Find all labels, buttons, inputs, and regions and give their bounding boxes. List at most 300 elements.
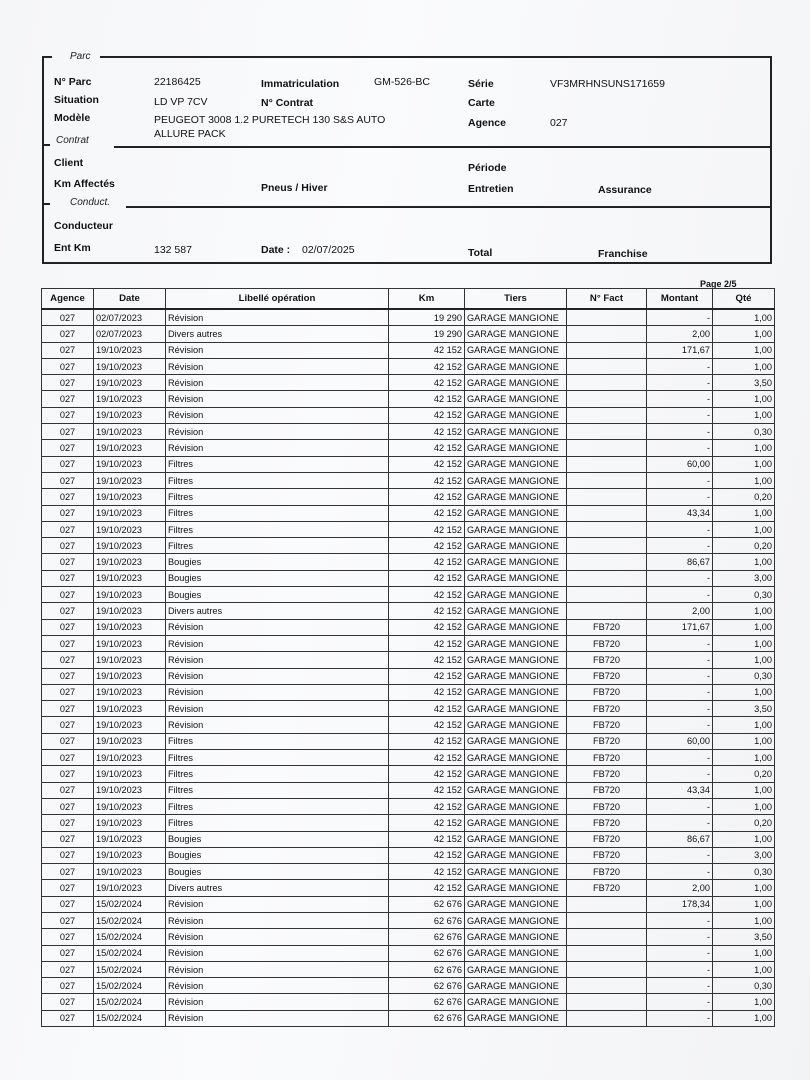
cell-libelle: Révision <box>166 309 389 326</box>
cell-date: 02/07/2023 <box>94 309 166 326</box>
cell-qte: 1,00 <box>713 880 775 896</box>
operations-table-body <box>42 309 775 1027</box>
cell-no-fact <box>567 407 647 423</box>
modele-value-line2: ALLURE PACK <box>154 128 226 140</box>
cell-tiers: GARAGE MANGIONE <box>465 554 567 570</box>
table-row <box>42 961 775 977</box>
cell-libelle: Révision <box>166 929 389 945</box>
col-header-qte: Qté <box>713 289 775 310</box>
cell-montant: - <box>647 489 713 505</box>
cell-no-fact <box>567 472 647 488</box>
table-row <box>42 570 775 586</box>
cell-date: 19/10/2023 <box>94 668 166 684</box>
cell-km: 42 152 <box>389 652 465 668</box>
cell-km: 42 152 <box>389 342 465 358</box>
table-row <box>42 342 775 358</box>
cell-qte: 1,00 <box>713 358 775 374</box>
cell-libelle: Bougies <box>166 587 389 603</box>
table-row <box>42 684 775 700</box>
cell-agence: 027 <box>42 798 94 814</box>
cell-date: 02/07/2023 <box>94 326 166 342</box>
cell-libelle: Révision <box>166 668 389 684</box>
cell-no-fact <box>567 326 647 342</box>
cell-tiers: GARAGE MANGIONE <box>465 994 567 1010</box>
table-row <box>42 864 775 880</box>
cell-km: 62 676 <box>389 929 465 945</box>
col-header-agence: Agence <box>42 289 94 310</box>
cell-tiers: GARAGE MANGIONE <box>465 1010 567 1026</box>
cell-tiers: GARAGE MANGIONE <box>465 635 567 651</box>
table-row <box>42 554 775 570</box>
cell-agence: 027 <box>42 407 94 423</box>
col-header-libelle: Libellé opération <box>166 289 389 310</box>
cell-montant: - <box>647 538 713 554</box>
cell-montant: - <box>647 1010 713 1026</box>
agence-value: 027 <box>550 117 568 129</box>
cell-no-fact <box>567 945 647 961</box>
cell-date: 19/10/2023 <box>94 880 166 896</box>
cell-tiers: GARAGE MANGIONE <box>465 407 567 423</box>
cell-tiers: GARAGE MANGIONE <box>465 358 567 374</box>
table-row <box>42 717 775 733</box>
cell-montant: - <box>647 684 713 700</box>
cell-km: 42 152 <box>389 538 465 554</box>
cell-agence: 027 <box>42 440 94 456</box>
cell-agence: 027 <box>42 619 94 635</box>
cell-qte: 0,20 <box>713 815 775 831</box>
col-header-montant: Montant <box>647 289 713 310</box>
cell-tiers: GARAGE MANGIONE <box>465 538 567 554</box>
cell-no-fact <box>567 929 647 945</box>
cell-km: 62 676 <box>389 961 465 977</box>
cell-libelle: Révision <box>166 717 389 733</box>
cell-qte: 1,00 <box>713 635 775 651</box>
pneus-hiver-label: Pneus / Hiver <box>261 182 328 194</box>
cell-tiers: GARAGE MANGIONE <box>465 701 567 717</box>
cell-date: 15/02/2024 <box>94 929 166 945</box>
cell-libelle: Divers autres <box>166 326 389 342</box>
cell-no-fact: FB720 <box>567 668 647 684</box>
cell-qte: 0,30 <box>713 668 775 684</box>
cell-montant: - <box>647 440 713 456</box>
cell-agence: 027 <box>42 815 94 831</box>
table-row <box>42 912 775 928</box>
table-row <box>42 424 775 440</box>
cell-km: 42 152 <box>389 815 465 831</box>
table-row <box>42 505 775 521</box>
cell-tiers: GARAGE MANGIONE <box>465 766 567 782</box>
cell-agence: 027 <box>42 472 94 488</box>
cell-qte: 3,00 <box>713 570 775 586</box>
cell-date: 19/10/2023 <box>94 472 166 488</box>
table-row <box>42 782 775 798</box>
cell-tiers: GARAGE MANGIONE <box>465 978 567 994</box>
cell-montant: 2,00 <box>647 603 713 619</box>
cell-date: 19/10/2023 <box>94 717 166 733</box>
cell-no-fact: FB720 <box>567 798 647 814</box>
cell-qte: 1,00 <box>713 912 775 928</box>
cell-libelle: Filtres <box>166 766 389 782</box>
cell-date: 15/02/2024 <box>94 1010 166 1026</box>
cell-montant: - <box>647 864 713 880</box>
table-row <box>42 929 775 945</box>
cell-qte: 0,20 <box>713 766 775 782</box>
cell-montant: - <box>647 912 713 928</box>
cell-qte: 0,30 <box>713 424 775 440</box>
modele-label: Modèle <box>54 112 91 124</box>
cell-agence: 027 <box>42 945 94 961</box>
table-row <box>42 456 775 472</box>
col-header-tiers: Tiers <box>465 289 567 310</box>
cell-no-fact <box>567 440 647 456</box>
no-parc-label: N° Parc <box>54 76 92 88</box>
cell-qte: 1,00 <box>713 391 775 407</box>
cell-km: 42 152 <box>389 424 465 440</box>
cell-montant: - <box>647 994 713 1010</box>
no-contrat-label: N° Contrat <box>261 97 314 109</box>
cell-agence: 027 <box>42 391 94 407</box>
cell-tiers: GARAGE MANGIONE <box>465 424 567 440</box>
cell-tiers: GARAGE MANGIONE <box>465 847 567 863</box>
cell-agence: 027 <box>42 603 94 619</box>
cell-no-fact <box>567 358 647 374</box>
cell-tiers: GARAGE MANGIONE <box>465 750 567 766</box>
cell-no-fact: FB720 <box>567 652 647 668</box>
cell-tiers: GARAGE MANGIONE <box>465 391 567 407</box>
cell-tiers: GARAGE MANGIONE <box>465 309 567 326</box>
cell-qte: 1,00 <box>713 945 775 961</box>
cell-qte: 1,00 <box>713 684 775 700</box>
cell-date: 19/10/2023 <box>94 782 166 798</box>
cell-agence: 027 <box>42 424 94 440</box>
cell-libelle: Révision <box>166 896 389 912</box>
cell-montant: - <box>647 358 713 374</box>
cell-montant: - <box>647 798 713 814</box>
table-row <box>42 309 775 326</box>
cell-km: 42 152 <box>389 570 465 586</box>
col-header-no-fact: N° Fact <box>567 289 647 310</box>
cell-tiers: GARAGE MANGIONE <box>465 880 567 896</box>
table-row <box>42 521 775 537</box>
cell-tiers: GARAGE MANGIONE <box>465 472 567 488</box>
cell-no-fact <box>567 896 647 912</box>
cell-no-fact <box>567 961 647 977</box>
table-row <box>42 391 775 407</box>
cell-no-fact <box>567 456 647 472</box>
cell-libelle: Révision <box>166 912 389 928</box>
cell-montant: - <box>647 847 713 863</box>
cell-libelle: Révision <box>166 391 389 407</box>
cell-km: 42 152 <box>389 358 465 374</box>
cell-km: 42 152 <box>389 684 465 700</box>
cell-tiers: GARAGE MANGIONE <box>465 684 567 700</box>
cell-tiers: GARAGE MANGIONE <box>465 961 567 977</box>
table-row <box>42 896 775 912</box>
cell-libelle: Révision <box>166 945 389 961</box>
cell-tiers: GARAGE MANGIONE <box>465 733 567 749</box>
cell-date: 19/10/2023 <box>94 766 166 782</box>
cell-tiers: GARAGE MANGIONE <box>465 326 567 342</box>
cell-qte: 1,00 <box>713 896 775 912</box>
cell-montant: 43,34 <box>647 782 713 798</box>
cell-date: 19/10/2023 <box>94 635 166 651</box>
date-label: Date : <box>261 244 291 256</box>
cell-libelle: Révision <box>166 619 389 635</box>
cell-montant: - <box>647 521 713 537</box>
table-row <box>42 750 775 766</box>
cell-tiers: GARAGE MANGIONE <box>465 489 567 505</box>
cell-libelle: Filtres <box>166 505 389 521</box>
cell-km: 42 152 <box>389 782 465 798</box>
cell-montant: - <box>647 570 713 586</box>
cell-montant: 178,34 <box>647 896 713 912</box>
cell-no-fact: FB720 <box>567 766 647 782</box>
cell-montant: - <box>647 472 713 488</box>
cell-montant: - <box>647 391 713 407</box>
assurance-label: Assurance <box>598 184 652 196</box>
cell-agence: 027 <box>42 912 94 928</box>
cell-montant: - <box>647 668 713 684</box>
cell-agence: 027 <box>42 570 94 586</box>
cell-qte: 1,00 <box>713 961 775 977</box>
cell-agence: 027 <box>42 668 94 684</box>
cell-qte: 1,00 <box>713 619 775 635</box>
section-conduct-legend: Conduct. <box>70 197 111 208</box>
cell-date: 19/10/2023 <box>94 554 166 570</box>
cell-agence: 027 <box>42 782 94 798</box>
cell-date: 15/02/2024 <box>94 945 166 961</box>
cell-no-fact <box>567 994 647 1010</box>
cell-km: 42 152 <box>389 701 465 717</box>
table-row <box>42 831 775 847</box>
cell-montant: - <box>647 929 713 945</box>
cell-tiers: GARAGE MANGIONE <box>465 570 567 586</box>
cell-qte: 1,00 <box>713 782 775 798</box>
cell-no-fact <box>567 978 647 994</box>
cell-tiers: GARAGE MANGIONE <box>465 375 567 391</box>
cell-tiers: GARAGE MANGIONE <box>465 603 567 619</box>
cell-qte: 1,00 <box>713 456 775 472</box>
cell-agence: 027 <box>42 309 94 326</box>
cell-qte: 0,30 <box>713 587 775 603</box>
table-row <box>42 407 775 423</box>
cell-tiers: GARAGE MANGIONE <box>465 896 567 912</box>
cell-tiers: GARAGE MANGIONE <box>465 912 567 928</box>
cell-no-fact <box>567 342 647 358</box>
cell-qte: 1,00 <box>713 326 775 342</box>
cell-qte: 1,00 <box>713 831 775 847</box>
total-label: Total <box>468 247 493 259</box>
cell-qte: 0,30 <box>713 864 775 880</box>
table-row <box>42 538 775 554</box>
cell-libelle: Révision <box>166 407 389 423</box>
cell-km: 42 152 <box>389 864 465 880</box>
cell-no-fact <box>567 587 647 603</box>
cell-tiers: GARAGE MANGIONE <box>465 619 567 635</box>
cell-qte: 1,00 <box>713 798 775 814</box>
section-parc-legend: Parc <box>70 51 91 62</box>
cell-tiers: GARAGE MANGIONE <box>465 717 567 733</box>
cell-libelle: Révision <box>166 1010 389 1026</box>
cell-km: 42 152 <box>389 635 465 651</box>
cell-libelle: Filtres <box>166 489 389 505</box>
cell-qte: 1,00 <box>713 603 775 619</box>
cell-date: 19/10/2023 <box>94 619 166 635</box>
cell-km: 42 152 <box>389 472 465 488</box>
carte-label: Carte <box>468 97 495 109</box>
cell-km: 62 676 <box>389 945 465 961</box>
cell-agence: 027 <box>42 733 94 749</box>
cell-qte: 1,00 <box>713 994 775 1010</box>
table-row <box>42 978 775 994</box>
cell-montant: 60,00 <box>647 456 713 472</box>
cell-qte: 1,00 <box>713 505 775 521</box>
cell-tiers: GARAGE MANGIONE <box>465 945 567 961</box>
cell-montant: - <box>647 375 713 391</box>
cell-agence: 027 <box>42 684 94 700</box>
cell-tiers: GARAGE MANGIONE <box>465 929 567 945</box>
cell-agence: 027 <box>42 635 94 651</box>
cell-date: 19/10/2023 <box>94 538 166 554</box>
cell-tiers: GARAGE MANGIONE <box>465 440 567 456</box>
cell-qte: 1,00 <box>713 652 775 668</box>
cell-tiers: GARAGE MANGIONE <box>465 456 567 472</box>
cell-montant: - <box>647 635 713 651</box>
table-row <box>42 880 775 896</box>
cell-km: 42 152 <box>389 505 465 521</box>
cell-no-fact: FB720 <box>567 717 647 733</box>
no-parc-value: 22186425 <box>154 76 201 88</box>
serie-value: VF3MRHNSUNS171659 <box>550 78 665 90</box>
cell-libelle: Bougies <box>166 847 389 863</box>
cell-libelle: Filtres <box>166 815 389 831</box>
cell-no-fact: FB720 <box>567 733 647 749</box>
cell-libelle: Révision <box>166 994 389 1010</box>
cell-qte: 3,00 <box>713 847 775 863</box>
cell-libelle: Filtres <box>166 782 389 798</box>
cell-agence: 027 <box>42 994 94 1010</box>
cell-tiers: GARAGE MANGIONE <box>465 798 567 814</box>
table-row <box>42 619 775 635</box>
cell-date: 19/10/2023 <box>94 375 166 391</box>
page-number: Page 2/5 <box>700 279 737 289</box>
cell-agence: 027 <box>42 831 94 847</box>
cell-date: 19/10/2023 <box>94 358 166 374</box>
cell-km: 42 152 <box>389 880 465 896</box>
cell-km: 42 152 <box>389 521 465 537</box>
cell-agence: 027 <box>42 456 94 472</box>
table-row <box>42 472 775 488</box>
cell-qte: 1,00 <box>713 309 775 326</box>
cell-km: 62 676 <box>389 994 465 1010</box>
cell-date: 15/02/2024 <box>94 896 166 912</box>
cell-montant: - <box>647 309 713 326</box>
cell-date: 19/10/2023 <box>94 570 166 586</box>
cell-montant: - <box>647 587 713 603</box>
cell-qte: 3,50 <box>713 375 775 391</box>
table-row <box>42 733 775 749</box>
cell-no-fact: FB720 <box>567 619 647 635</box>
cell-date: 19/10/2023 <box>94 847 166 863</box>
cell-no-fact: FB720 <box>567 831 647 847</box>
cell-montant: - <box>647 407 713 423</box>
table-row <box>42 1010 775 1026</box>
cell-agence: 027 <box>42 766 94 782</box>
cell-no-fact: FB720 <box>567 701 647 717</box>
cell-date: 19/10/2023 <box>94 424 166 440</box>
cell-montant: 2,00 <box>647 326 713 342</box>
table-row <box>42 587 775 603</box>
cell-no-fact <box>567 375 647 391</box>
cell-km: 42 152 <box>389 391 465 407</box>
conducteur-label: Conducteur <box>54 220 113 232</box>
cell-tiers: GARAGE MANGIONE <box>465 782 567 798</box>
cell-date: 19/10/2023 <box>94 521 166 537</box>
cell-date: 19/10/2023 <box>94 798 166 814</box>
cell-no-fact <box>567 391 647 407</box>
cell-date: 19/10/2023 <box>94 587 166 603</box>
cell-libelle: Révision <box>166 375 389 391</box>
cell-libelle: Filtres <box>166 750 389 766</box>
table-row <box>42 668 775 684</box>
cell-agence: 027 <box>42 978 94 994</box>
cell-agence: 027 <box>42 489 94 505</box>
cell-agence: 027 <box>42 880 94 896</box>
ent-km-value: 132 587 <box>154 244 192 256</box>
cell-montant: - <box>647 766 713 782</box>
cell-tiers: GARAGE MANGIONE <box>465 342 567 358</box>
cell-no-fact <box>567 521 647 537</box>
col-header-date: Date <box>94 289 166 310</box>
cell-agence: 027 <box>42 1010 94 1026</box>
cell-km: 42 152 <box>389 668 465 684</box>
cell-montant: - <box>647 978 713 994</box>
cell-agence: 027 <box>42 326 94 342</box>
cell-agence: 027 <box>42 961 94 977</box>
cell-no-fact: FB720 <box>567 847 647 863</box>
cell-no-fact <box>567 554 647 570</box>
cell-tiers: GARAGE MANGIONE <box>465 831 567 847</box>
immatriculation-label: Immatriculation <box>261 78 340 90</box>
cell-no-fact: FB720 <box>567 782 647 798</box>
cell-libelle: Révision <box>166 358 389 374</box>
cell-date: 19/10/2023 <box>94 456 166 472</box>
cell-tiers: GARAGE MANGIONE <box>465 652 567 668</box>
franchise-label: Franchise <box>598 248 648 260</box>
cell-no-fact <box>567 1010 647 1026</box>
cell-montant: - <box>647 750 713 766</box>
serie-label: Série <box>468 78 494 90</box>
cell-km: 62 676 <box>389 1010 465 1026</box>
cell-qte: 3,50 <box>713 929 775 945</box>
cell-libelle: Révision <box>166 652 389 668</box>
modele-value-line1: PEUGEOT 3008 1.2 PURETECH 130 S&S AUTO <box>154 114 386 126</box>
cell-montant: 86,67 <box>647 831 713 847</box>
cell-qte: 1,00 <box>713 440 775 456</box>
cell-libelle: Divers autres <box>166 880 389 896</box>
cell-agence: 027 <box>42 358 94 374</box>
cell-qte: 3,50 <box>713 701 775 717</box>
cell-no-fact <box>567 570 647 586</box>
cell-qte: 1,00 <box>713 342 775 358</box>
cell-date: 19/10/2023 <box>94 831 166 847</box>
cell-no-fact <box>567 309 647 326</box>
table-row <box>42 652 775 668</box>
cell-libelle: Filtres <box>166 456 389 472</box>
periode-label: Période <box>468 162 507 174</box>
cell-date: 19/10/2023 <box>94 505 166 521</box>
cell-agence: 027 <box>42 750 94 766</box>
